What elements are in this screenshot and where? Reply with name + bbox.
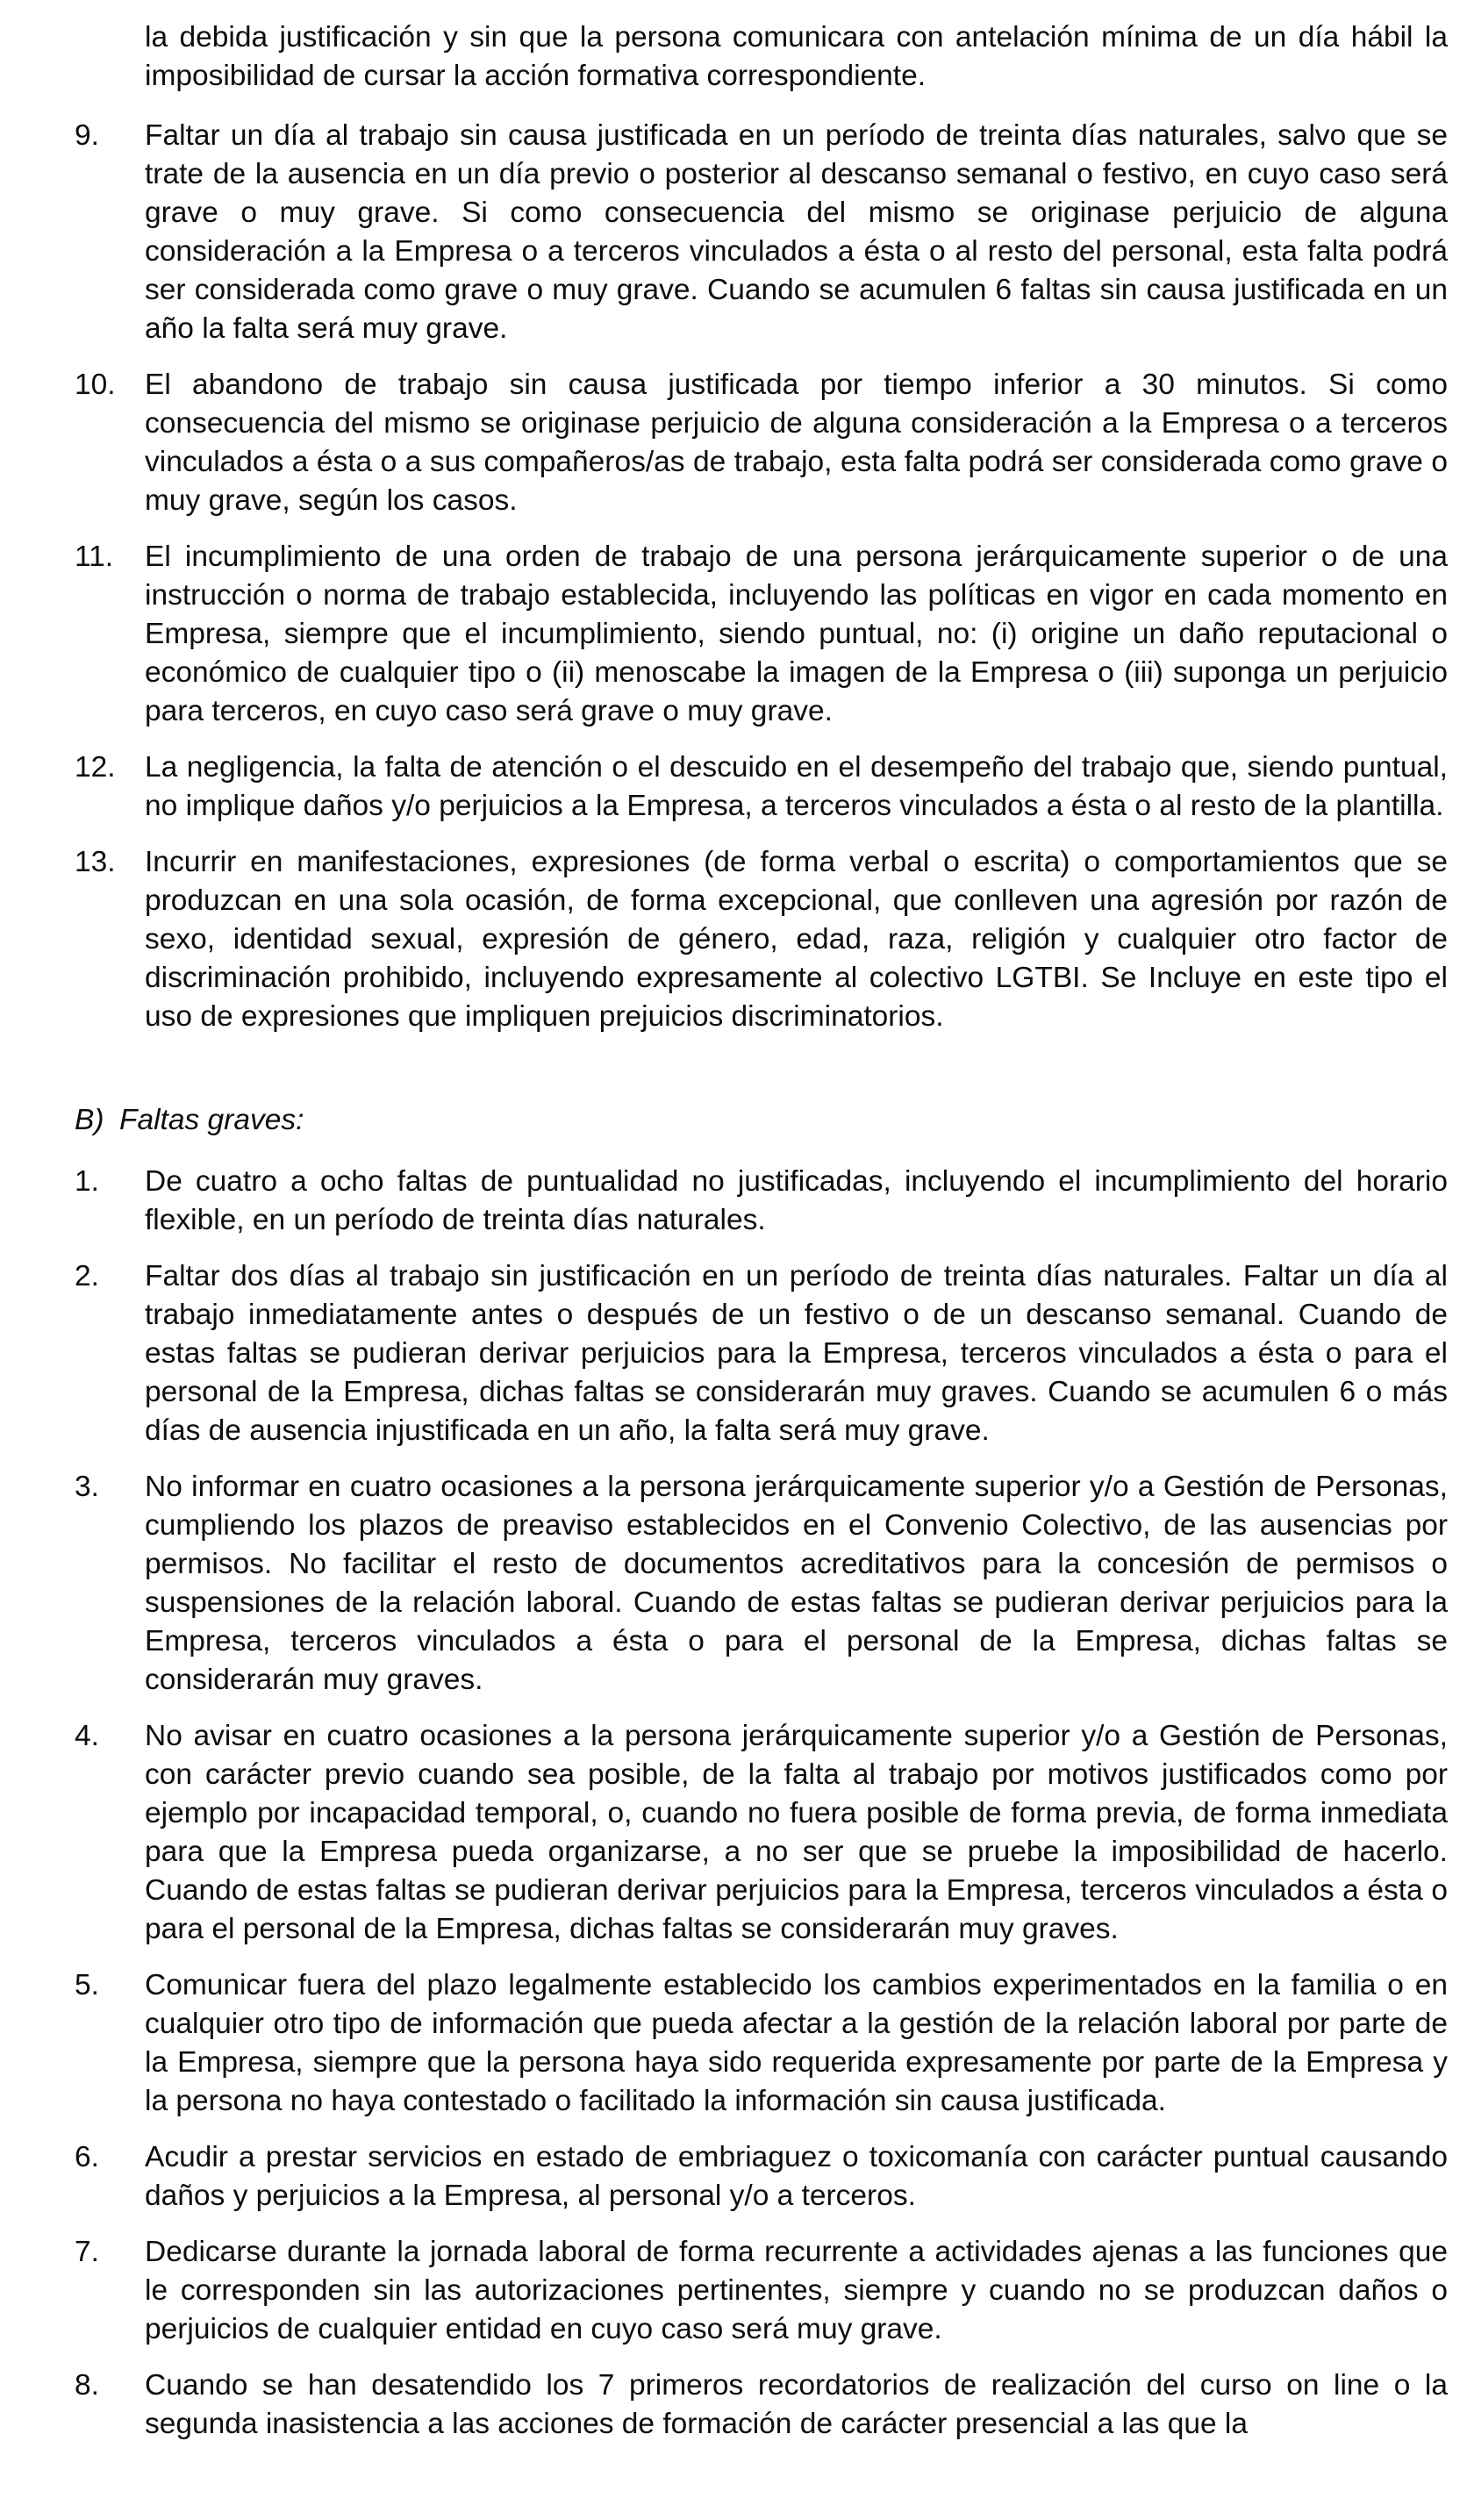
section-b-title: Faltas graves: xyxy=(119,1104,304,1136)
item-number: 9. xyxy=(75,119,99,152)
item-text: El abandono de trabajo sin causa justificada por tiempo inferior a 30 minutos. Si como consecuencia del mismo se originase perjuicio de alguna consideración a la Empresa o a terceros vinculados a ésta o a sus compañeros/as de trabajo, esta falta podrá ser considerada como grave o muy grave, según los casos. xyxy=(145,369,1448,517)
item-number: 12. xyxy=(75,751,116,784)
item-text: El incumplimiento de una orden de trabajo de una persona jerárquicamente superior o de una instrucción o norma de trabajo establecida, incluyendo las políticas en vigor en cada momento en Empresa, siempre que el incumplimiento, siendo puntual, no: (i) origine un daño reputacional o económico de cualquier tipo o (ii) menoscabe la imagen de la Empresa o (iii) suponga un perjuicio para terceros, en cuyo caso será grave o muy grave. xyxy=(145,541,1448,727)
item-text: Faltar un día al trabajo sin causa justificada en un período de treinta días naturales, salvo que se trate de la ausencia en un día previo o posterior al descanso semanal o festivo, en cuyo caso será grave o muy grave. Si como consecuencia del mismo se originase perjuicio de alguna consideración a la Empresa o a terceros vinculados a ésta o al resto del personal, esta falta podrá ser considerada como grave o muy grave. Cuando se acumulen 6 faltas sin causa justificada en un año la falta será muy grave. xyxy=(145,119,1448,345)
list-a xyxy=(75,117,1448,1036)
item-number: 6. xyxy=(75,2141,99,2173)
item-number: 4. xyxy=(75,1720,99,1752)
item-text: No avisar en cuatro ocasiones a la persona jerárquicamente superior y/o a Gestión de Personas, con carácter previo cuando sea posible, de la falta al trabajo por motivos justificados como por ejemplo por incapacidad temporal, o, cuando no fuera posible de forma previa, de forma inmediata para que la Empresa pueda organizarse, a no ser que se pruebe la imposibilidad de hacerlo. Cuando de estas faltas se pudieran derivar perjuicios para la Empresa, terceros vinculados a ésta o para el personal de la Empresa, dichas faltas se considerarán muy graves. xyxy=(145,1720,1448,1945)
item-number: 2. xyxy=(75,1260,99,1292)
list-item-b-7 xyxy=(75,2233,1448,2349)
item-number: 7. xyxy=(75,2236,99,2268)
continuation-paragraph: la debida justificación y sin que la persona comunicara con antelación mínima de un día hábil la imposibilidad de cursar la acción formativa correspondiente. xyxy=(145,21,1448,92)
item-number: 5. xyxy=(75,1969,99,2001)
list-item-b-5 xyxy=(75,1966,1448,2121)
item-number: 11. xyxy=(75,541,114,573)
item-text: Cuando se han desatendido los 7 primeros recordatorios de realización del curso on line o la segunda inasistencia a las acciones de formación de carácter presencial a las que la xyxy=(145,2369,1448,2440)
list-item-b-3 xyxy=(75,1468,1448,1700)
item-text: Acudir a prestar servicios en estado de embriaguez o toxicomanía con carácter puntual causando daños y perjuicios a la Empresa, al personal y/o a terceros. xyxy=(145,2141,1448,2212)
list-item-a-9 xyxy=(75,117,1448,348)
item-text: Comunicar fuera del plazo legalmente establecido los cambios experimentados en la familia o en cualquier otro tipo de información que pueda afectar a la gestión de la relación laboral por parte de la Empresa, siempre que la persona haya sido requerida expresamente por parte de la Empresa y la persona no haya contestado o facilitado la información sin causa justificada. xyxy=(145,1969,1448,2117)
list-item-a-12 xyxy=(75,748,1448,826)
list-item-a-10 xyxy=(75,366,1448,520)
list-item-b-6 xyxy=(75,2138,1448,2216)
list-item-b-8 xyxy=(75,2366,1448,2444)
item-text: Incurrir en manifestaciones, expresiones (de forma verbal o escrita) o comportamientos que se produzcan en una sola ocasión, de forma excepcional, que conlleven una agresión por razón de sexo, identidad sexual, expresión de género, edad, raza, religión y cualquier otro factor de discriminación prohibido, incluyendo expresamente al colectivo LGTBI. Se Incluye en este tipo el uso de expresiones que impliquen prejuicios discriminatorios. xyxy=(145,846,1448,1033)
item-text: La negligencia, la falta de atención o el descuido en el desempeño del trabajo que, siendo puntual, no implique daños y/o perjuicios a la Empresa, a terceros vinculados a ésta o al resto de la plantilla. xyxy=(145,751,1448,822)
list-item-b-4 xyxy=(75,1717,1448,1949)
item-number: 8. xyxy=(75,2369,99,2402)
item-number: 3. xyxy=(75,1471,99,1503)
section-b-label: B) xyxy=(75,1104,104,1136)
list-item-a-13 xyxy=(75,843,1448,1036)
item-text: Dedicarse durante la jornada laboral de forma recurrente a actividades ajenas a las funciones que le corresponden sin las autorizaciones pertinentes, siempre y cuando no se produzcan daños o perjuicios de cualquier entidad en cuyo caso será muy grave. xyxy=(145,2236,1448,2345)
list-item-a-11 xyxy=(75,538,1448,731)
item-text: Faltar dos días al trabajo sin justificación en un período de treinta días naturales. Faltar un día al trabajo inmediatamente antes o después de un festivo o de un descanso semanal. Cuando de estas faltas se pudieran derivar perjuicios para la Empresa, terceros vinculados a ésta o para el personal de la Empresa, dichas faltas se considerarán muy graves. Cuando se acumulen 6 o más días de ausencia injustificada en un año, la falta será muy grave. xyxy=(145,1260,1448,1447)
section-b-heading xyxy=(75,1101,1448,1140)
item-number: 13. xyxy=(75,846,116,878)
list-item-b-2 xyxy=(75,1257,1448,1450)
list-b xyxy=(75,1163,1448,2444)
item-number: 1. xyxy=(75,1165,99,1198)
item-text: No informar en cuatro ocasiones a la persona jerárquicamente superior y/o a Gestión de Personas, cumpliendo los plazos de preaviso establecidos en el Convenio Colectivo, de las ausencias por permisos. No facilitar el resto de documentos acreditativos para la concesión de permisos o suspensiones de la relación laboral. Cuando de estas faltas se pudieran derivar perjuicios para la Empresa, terceros vinculados a ésta o para el personal de la Empresa, dichas faltas se considerarán muy graves. xyxy=(145,1471,1448,1696)
item-text: De cuatro a ocho faltas de puntualidad no justificadas, incluyendo el incumplimiento del horario flexible, en un período de treinta días naturales. xyxy=(145,1165,1448,1236)
item-number: 10. xyxy=(75,369,116,401)
list-item-b-1 xyxy=(75,1163,1448,1240)
